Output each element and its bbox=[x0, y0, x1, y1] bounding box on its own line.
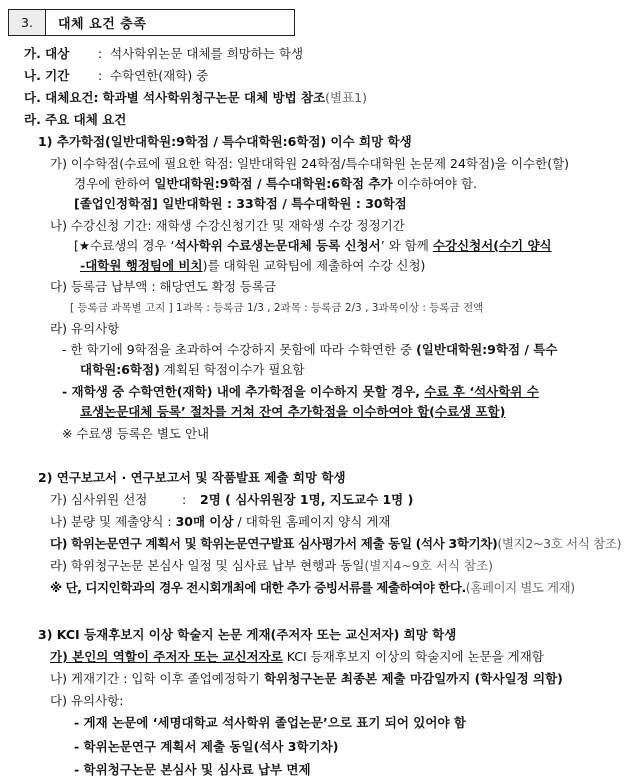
s1-d3-bold: 대학원:6학점) bbox=[80, 362, 160, 377]
s2-a-bold: 2명 ( 심사위원장 1명, 지도교수 1명 ) bbox=[200, 492, 414, 507]
requirement-text: 학과별 석사학위청구논문 대체 방법 참조 bbox=[102, 90, 326, 105]
s2-e-note: (홈페이지 별도 게재) bbox=[465, 580, 575, 595]
section-header-box bbox=[8, 9, 295, 36]
s3-b-pre: 나) 게재기간 : 입학 이후 졸업예정학기 bbox=[50, 671, 265, 686]
s1-c1: 다) 등록금 납부액 : 해당연도 확정 등록금 bbox=[50, 279, 277, 294]
s2-b-pre: 나) 분량 및 제출양식 : bbox=[50, 514, 176, 529]
s3-a-bold: 가) 본인의 역할이 주저자 또는 교신저자로 bbox=[50, 649, 283, 664]
s1-b3-post: )를 대학원 교학팀에 제출하여 수강 신청) bbox=[202, 258, 426, 273]
s3-b-bold: 학위청구논문 최종본 제출 마감일까지 (학사일정 의함) bbox=[264, 671, 563, 686]
s3-c3: - 학위청구논문 본심사 및 심사료 납부 면제 bbox=[74, 762, 311, 777]
s1-b2-pre: [★수료생의 경우 ‘ bbox=[74, 238, 175, 253]
s2-c-note: (별지2~3호 서식 참조) bbox=[497, 536, 622, 551]
s1-a2-post: 이수하여야 함. bbox=[392, 176, 477, 191]
target-row bbox=[24, 46, 304, 62]
s1-b3-underline: -대학원 행정팀에 비치 bbox=[80, 258, 203, 273]
s3-title: 3) KCI 등재후보지 이상 학술지 논문 게재(주저자 또는 교신저자) 희망 학생 bbox=[38, 627, 457, 642]
s1-d6: ※ 수료생 등록은 별도 안내 bbox=[62, 426, 210, 441]
s1-a2-pre: 경우에 한하여 bbox=[74, 176, 155, 191]
s2-b bbox=[50, 514, 390, 530]
s2-a-colon: : bbox=[182, 492, 187, 507]
main-requirements-heading: 라. 주요 대체 요건 bbox=[24, 112, 127, 127]
s1-d5-underline: 료생논문대체 등록’ 절차를 거쳐 잔여 추가학점을 이수하여야 함(수료생 포함) bbox=[80, 404, 506, 419]
s1-b1: 나) 수강신청 기간: 재학생 수강신청기간 및 재학생 수강 정정기간 bbox=[50, 218, 405, 233]
period-row bbox=[24, 68, 209, 84]
section-number: 3. bbox=[9, 10, 46, 35]
s2-b-bold: 30매 이상 bbox=[175, 514, 234, 529]
s3-c: 다) 유의사항: bbox=[50, 693, 124, 708]
s2-d-note: (별지4~9호 서식 참조) bbox=[364, 558, 493, 573]
s3-b bbox=[50, 671, 563, 687]
target-colon: : bbox=[98, 46, 103, 61]
s1-graduation-credits: [졸업인정학점] 일반대학원 : 33학점 / 특수대학원 : 30학점 bbox=[74, 196, 407, 211]
s1-b2-underline: 수강신청서(수기 양식 bbox=[432, 238, 552, 253]
s1-d4-bold: - 재학생 중 수학연한(재학) 내에 추가학점을 이수하지 못할 경우, bbox=[62, 384, 425, 399]
requirement-row bbox=[24, 90, 367, 106]
s3-a-post: KCI 등재후보지 이상의 학술지에 논문을 게재함 bbox=[282, 649, 544, 664]
target-text: 석사학위논문 대체를 희망하는 학생 bbox=[110, 46, 304, 61]
s1-title: 1) 추가학점(일반대학원:9학점 / 특수대학원:6학점) 이수 희망 학생 bbox=[38, 134, 412, 149]
s1-d4 bbox=[62, 384, 539, 400]
period-colon: : bbox=[98, 68, 103, 83]
s1-d2-bold: (일반대학원:9학점 / 특수 bbox=[416, 342, 558, 357]
s2-a-label: 가) 심사위원 선정 bbox=[50, 492, 148, 507]
s3-c2: - 학위논문연구 계획서 제출 동일(석사 3학기차) bbox=[74, 739, 339, 754]
s1-b2 bbox=[74, 238, 552, 254]
s1-a2 bbox=[74, 176, 477, 192]
requirement-note: (별표1) bbox=[325, 90, 368, 105]
s2-a bbox=[50, 492, 414, 508]
s3-a bbox=[50, 649, 544, 665]
requirement-label: 다. 대체요건: bbox=[24, 90, 99, 105]
section-title: 대체 요건 충족 bbox=[58, 17, 147, 32]
s1-fee-table: [ 등록금 과목별 고지 ] 1과목 : 등록금 1/3 , 2과목 : 등록금 2/3 , 3과목이상 : 등록금 전액 bbox=[70, 302, 484, 314]
s2-e bbox=[50, 580, 575, 596]
s1-d2-pre: - 한 학기에 9학점을 초과하여 수강하지 못함에 따라 수학연한 중 bbox=[62, 342, 417, 357]
s2-c bbox=[50, 536, 621, 552]
s2-e-bold: ※ 단, 디지인학과의 경우 전시회개최에 대한 추가 증빙서류를 제출하여야 한다. bbox=[50, 580, 466, 595]
s2-d bbox=[50, 558, 493, 574]
s1-d3 bbox=[80, 362, 305, 378]
target-label: 가. 대상 bbox=[24, 46, 70, 61]
s1-a1: 가) 이수학점(수료에 필요한 학점: 일반대학원 24학점/특수대학원 논문제 24학점)을 이수한(할) bbox=[50, 156, 570, 171]
period-text: 수학연한(재학) 중 bbox=[110, 68, 209, 83]
period-label: 나. 기간 bbox=[24, 68, 70, 83]
s3-c1: - 게재 논문에 ‘세명대학교 석사학위 졸업논문’으로 표기 되어 있어야 함 bbox=[74, 715, 466, 730]
s2-d-pre: 라) 학위청구논문 본심사 일정 및 심사료 납부 현행과 동일 bbox=[50, 558, 365, 573]
s1-b3 bbox=[80, 258, 425, 274]
s2-c-bold: 다) 학위논문연구 계획서 및 학위논문연구발표 심사평가서 제출 동일 (석사 3학기차) bbox=[50, 536, 498, 551]
s1-d1: 라) 유의사항 bbox=[50, 321, 120, 336]
s1-d2 bbox=[62, 342, 557, 358]
s1-d4-underline: 수료 후 ‘석사학위 수 bbox=[424, 384, 539, 399]
s1-b2-mid: ’ 와 함께 bbox=[380, 238, 433, 253]
s1-d5 bbox=[80, 404, 505, 420]
s1-b2-bold: 석사학위 수료생논문대체 등록 신청서 bbox=[174, 238, 381, 253]
s1-a2-bold: 일반대학원:9학점 / 특수대학원:6학점 추가 bbox=[154, 176, 393, 191]
s1-d3-post: 계획된 학점이수가 필요함 bbox=[159, 362, 305, 377]
s2-title: 2) 연구보고서 · 연구보고서 및 작품발표 제출 희망 학생 bbox=[38, 470, 346, 485]
s2-b-post: / 대학원 홈페이지 양식 게재 bbox=[233, 514, 391, 529]
